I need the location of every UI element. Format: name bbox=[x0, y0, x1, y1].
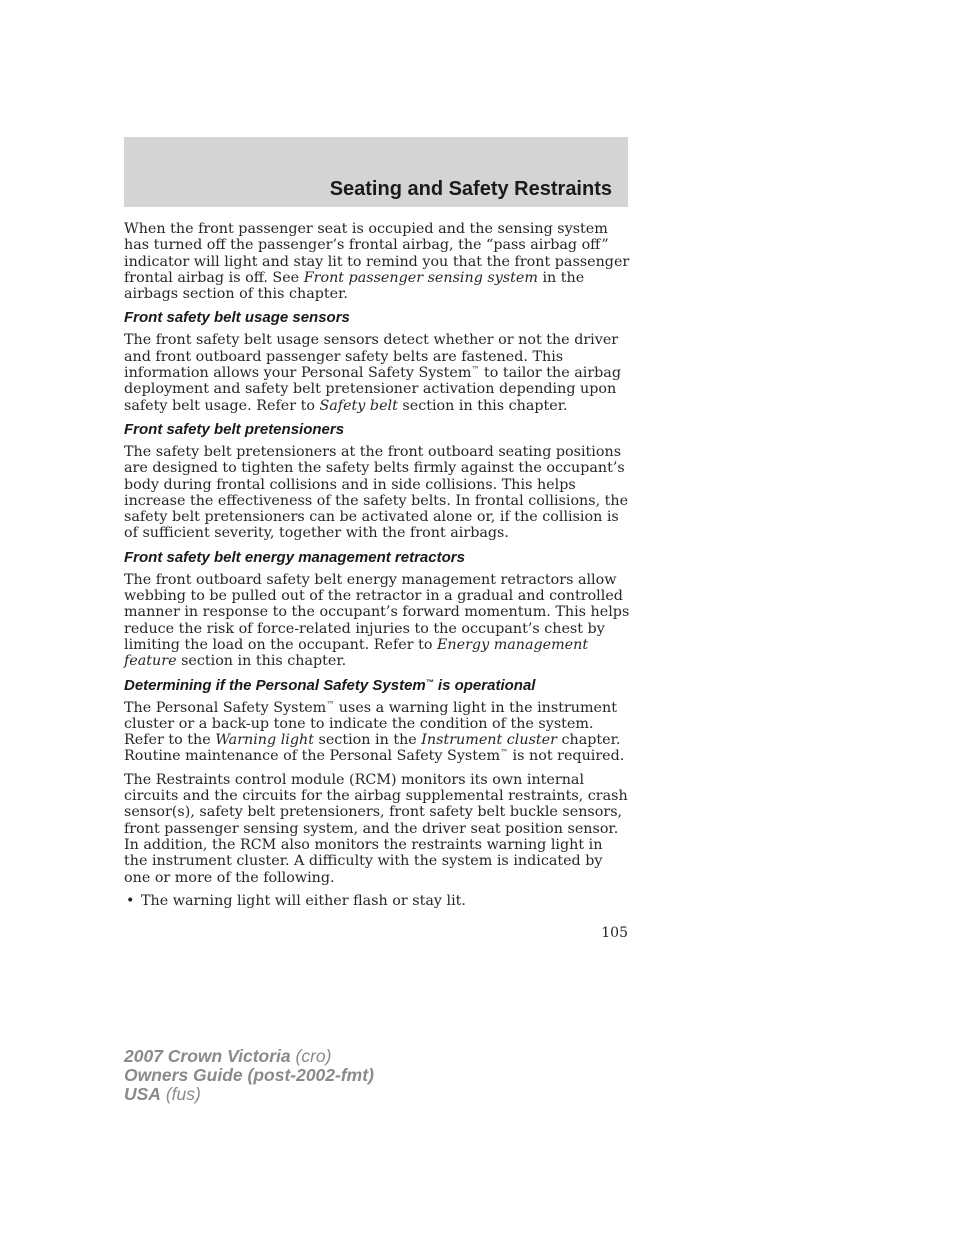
trademark-mark: ™ bbox=[500, 748, 509, 758]
operational-heading-text-2: is operational bbox=[433, 676, 536, 694]
usage-sensors-text-2: to tailor the airbag deployment and safety belt pretensioner activation depending upon safety belt usage. Refer to bbox=[124, 365, 621, 414]
usage-sensors-text-3: section in this chapter. bbox=[397, 397, 568, 414]
page-number: 105 bbox=[601, 925, 628, 941]
usage-sensors-text-1: The front safety belt usage sensors detect whether or not the driver and front outboard passenger safety belts are fastened. This information allows your Personal Safety System bbox=[124, 332, 619, 382]
operational-text-1: The Personal Safety System bbox=[124, 699, 327, 716]
usage-sensors-heading: Front safety belt usage sensors bbox=[124, 309, 350, 327]
pretensioners-heading: Front safety belt pretensioners bbox=[124, 420, 345, 438]
trademark-mark: ™ bbox=[471, 365, 480, 375]
footer-line-1 bbox=[124, 1047, 374, 1066]
trademark-mark: ™ bbox=[425, 677, 434, 687]
section-title: Seating and Safety Restraints bbox=[329, 178, 612, 200]
pretensioners-paragraph: The safety belt pretensioners at the front outboard seating positions are designed to tighten the safety belts firmly against the occupant’s body during frontal collisions and in side collisions. This helps increase the effectiveness of the safety belts. In frontal collisions, the safety belt pretensioners can be activated alone or, if the collision is of sufficient severity, together with the front airbags. bbox=[124, 443, 629, 542]
intro-reference: Front passenger sensing system bbox=[303, 269, 538, 286]
intro-text: When the front passenger seat is occupied and the sensing system has turned off the passenger’s frontal airbag, the “pass airbag off” indicator will light and stay lit to remind you that the front passenger frontal airbag is off. See bbox=[124, 221, 630, 286]
retractors-text-1: The front outboard safety belt energy management retractors allow webbing to be pulled out of the retractor in a gradual and controlled manner in response to the occupant’s forward momentum. This helps reduce the risk of force-related injuries to the occupant’s chest by limiting the load on the occupant. Refer to bbox=[124, 571, 630, 653]
operational-text-2: uses a warning light in the instrument cluster or a back-up tone to indicate the condition of the system. Refer to the bbox=[124, 699, 617, 749]
bullet-list bbox=[124, 893, 630, 909]
footer-model: 2007 Crown Victoria bbox=[124, 1046, 291, 1066]
instrument-cluster-reference: Instrument cluster bbox=[421, 732, 557, 749]
footer-line-2: Owners Guide (post-2002-fmt) bbox=[124, 1065, 374, 1085]
footer-market-code: (fus) bbox=[160, 1084, 201, 1104]
footer-market: USA bbox=[124, 1084, 161, 1104]
footer-imprint bbox=[124, 1047, 374, 1104]
page-body bbox=[124, 221, 630, 909]
section-header bbox=[124, 137, 628, 207]
retractors-heading: Front safety belt energy management retractors bbox=[124, 548, 465, 566]
operational-text-4: chapter. Routine maintenance of the Personal Safety System bbox=[124, 732, 621, 765]
operational-text-3: section in the bbox=[313, 732, 422, 749]
warning-light-reference: Warning light bbox=[215, 732, 314, 749]
operational-paragraph-1 bbox=[124, 700, 630, 765]
footer-model-code: (cro) bbox=[290, 1046, 332, 1066]
retractors-reference: Energy management feature bbox=[124, 636, 589, 670]
operational-heading bbox=[124, 677, 630, 695]
trademark-mark: ™ bbox=[326, 699, 335, 709]
operational-heading-text-1: Determining if the Personal Safety System bbox=[124, 676, 426, 694]
retractors-paragraph bbox=[124, 572, 630, 670]
intro-paragraph bbox=[124, 221, 630, 302]
usage-sensors-paragraph bbox=[124, 332, 630, 413]
usage-sensors-reference: Safety belt bbox=[319, 397, 398, 414]
list-item: • The warning light will either flash or stay lit. bbox=[124, 893, 630, 909]
intro-text-end: in the airbags section of this chapter. bbox=[124, 269, 585, 303]
footer-line-3 bbox=[124, 1085, 374, 1104]
operational-text-5: is not required. bbox=[508, 748, 625, 765]
operational-paragraph-2: The Restraints control module (RCM) monitors its own internal circuits and the circuits for the airbag supplemental restraints, crash sensor(s), safety belt pretensioners, front safety belt buckle sensors, front passenger sensing system, and the driver seat position sensor. In addition, the RCM also monitors the restraints warning light in the instrument cluster. A difficulty with the system is indicated by one or more of the following. bbox=[124, 771, 628, 886]
retractors-text-2: section in this chapter. bbox=[176, 653, 347, 670]
